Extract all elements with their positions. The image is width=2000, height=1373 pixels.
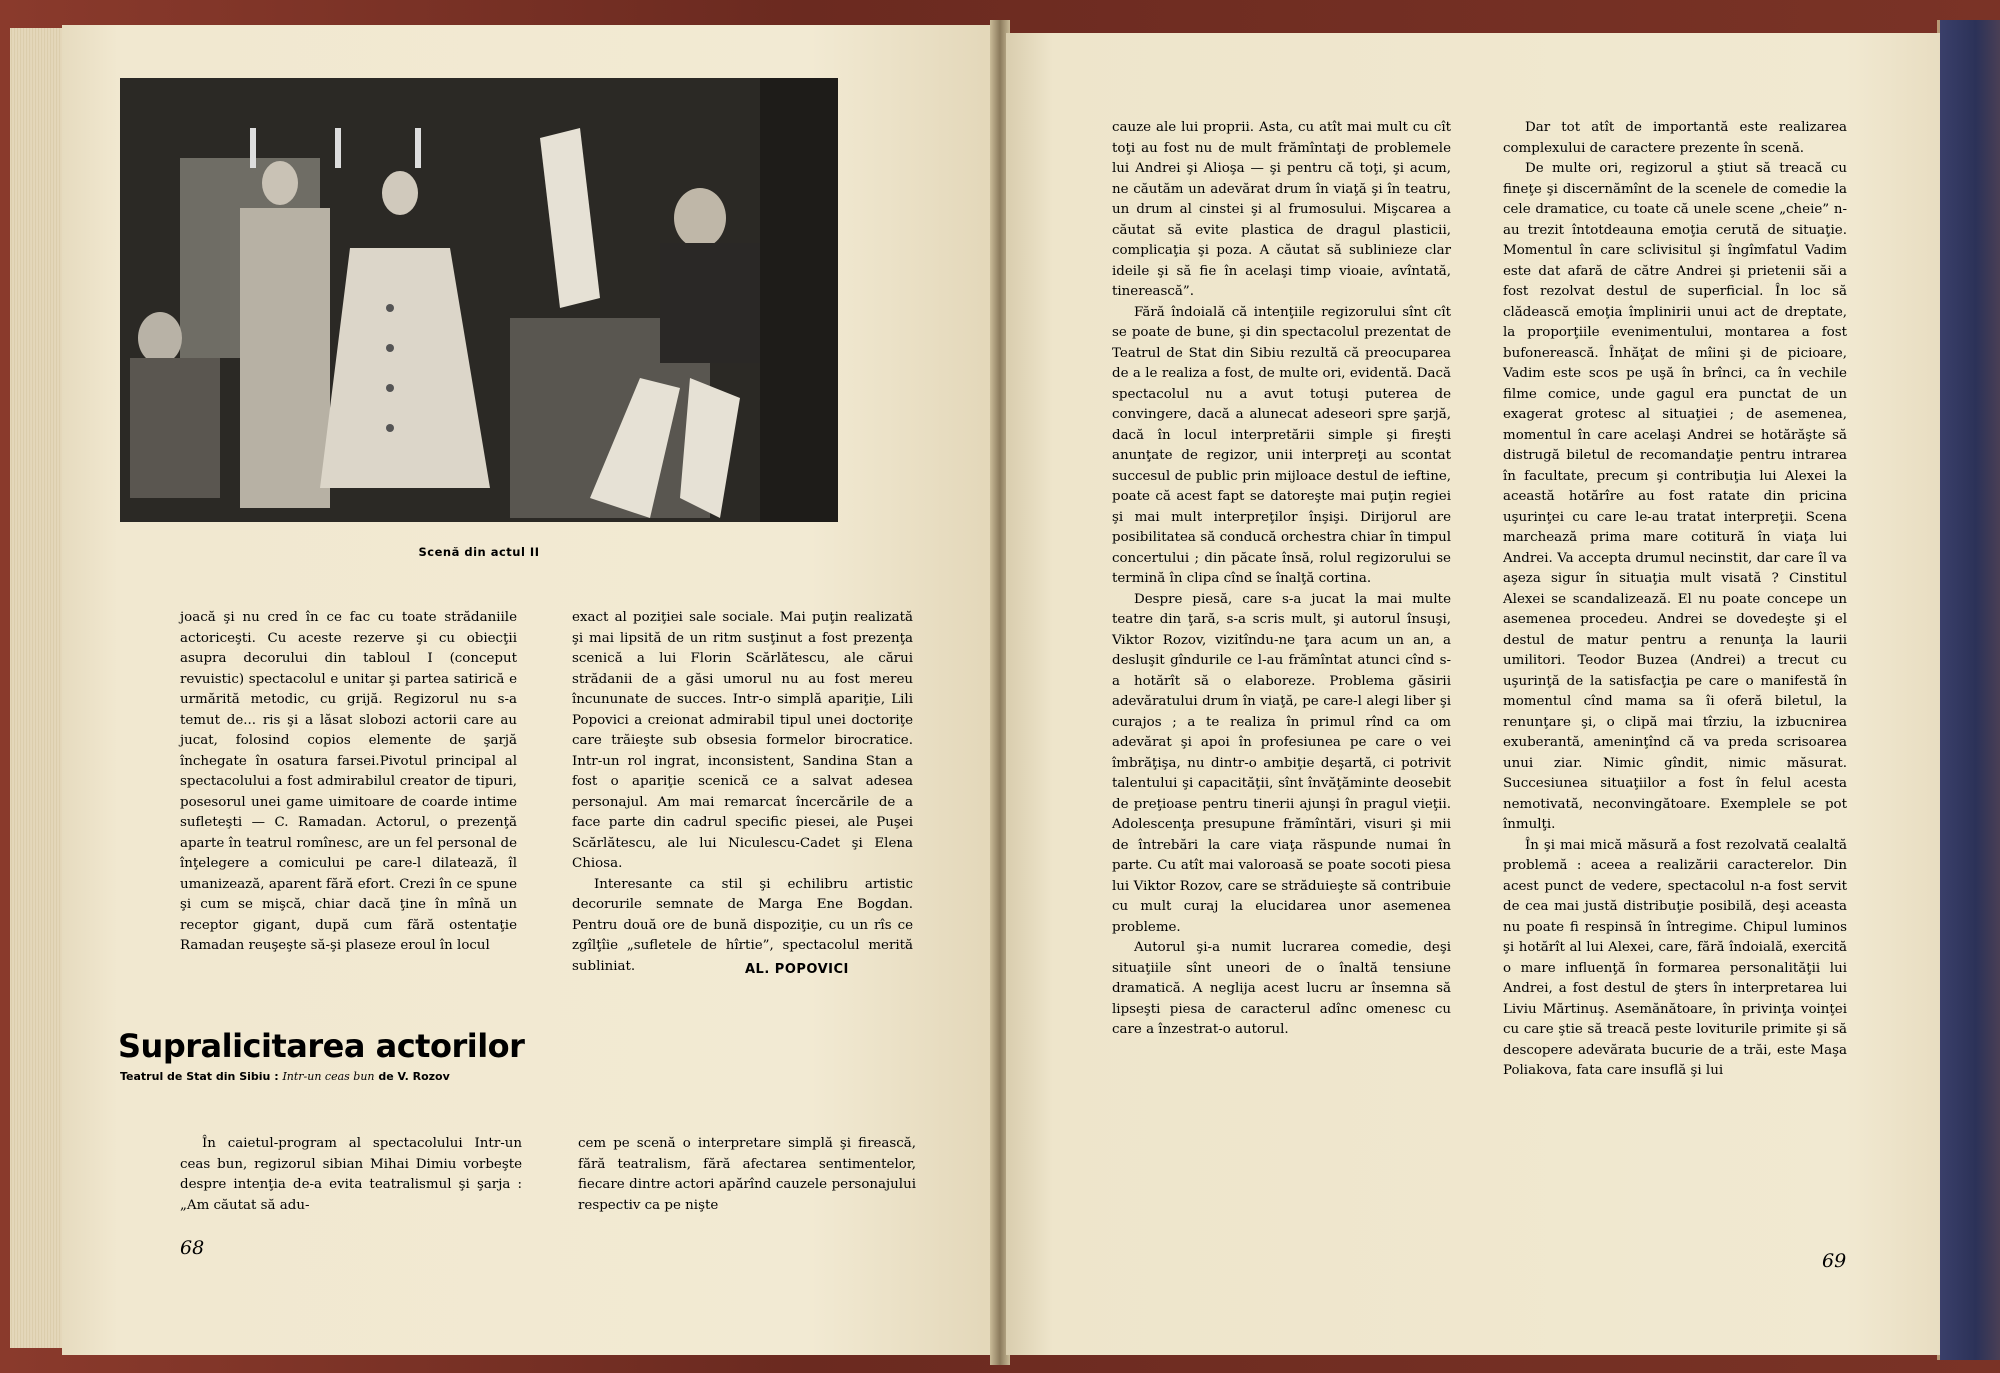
subtitle-play: Intr-un ceas bun <box>282 1070 375 1083</box>
paragraph: Interesante ca stil şi echilibru artistic decorurile semnate de Marga Ene Bogdan. Pentru două ore de bună dispoziţie, cu un rîs ce zgîlţîie „sufletele de hîrtie”, spectacolul merită subliniat. <box>572 876 913 974</box>
paragraph: exact al poziţiei sale sociale. Mai puţin realizată şi mai lipsită de un ritm susţinut a fost prezenţa scenică a lui Florin Scărlătescu, ale cărui strădanii de a găsi umorul nu au fost mereu încununate de succes. Intr-o simplă apariţie, Lili Popovici a creionat admirabil tipul unei doctoriţe care trăieşte sub obsesia formelor birocratice. Intr-un rol ingrat, inconsistent, Sandina Stan a fost o apariţie scenică ce a salvat adesea personajul. Am mai remarcat încercările de a face parte din cadrul specific piesei, ale Puşei Scărlătescu, ale lui Niculescu-Cadet şi Elena Chiosa. <box>572 610 913 871</box>
photo-caption: Scenă din actul II <box>418 545 540 559</box>
page-stack <box>10 28 70 1348</box>
article-subtitle <box>120 1070 450 1083</box>
left-column-1 <box>180 608 517 957</box>
book-cover-edge <box>1937 20 2000 1360</box>
paragraph: De multe ori, regizorul a ştiut să treacă cu fineţe şi discernămînt de la scenele de comedie la cele dramatice, cu toate că unele scene „cheie” n-au trezit întotdeauna emoţia cerută de situaţie. Momentul în care sclivisitul şi îngîmfatul Vadim este dat afară de către Andrei şi prietenii săi a fost rezolvat destul de superficial. În loc să clădească emoţia împlinirii unui act de dreptate, la proporţiile evenimentului, montarea a fost bufonerească. Înhăţat de mîini şi de picioare, Vadim este scos pe uşă în brînci, ca în vechile filme comice, unde gagul era punctat de un exagerat grotesc al situaţiei ; de asemenea, momentul în care acelaşi Andrei se hotărăşte să distrugă biletul de recomandaţie pentru intrarea în facultate, precum şi contribuţia lui Alexei la această hotărîre au fost ratate din pricina uşurinţei cu care le-au tratat interpreţii. Scena marchează prima mare cotitură în viaţa lui Andrei. Va accepta drumul necinstit, dar care îl va aşeza sigur în situaţia mult visată ? Cinstitul Alexei se scandalizează. El nu poate concepe un asemenea procedeu. Andrei se dovedeşte şi el destul de matur pentru a renunţa la laurii umilitori. Teodor Buzea (Andrei) a trecut cu uşurinţă de la satisfacţia pe care o manifestă în momentul cînd mama sa îi oferă biletul, la renunţare şi, o clipă mai tîrziu, la izbucnirea exuberantă, ameninţînd că va preda scrisoarea unui ziar. Nimic gîndit, nimic măsurat. Succesiunea situaţiilor a fost în felul acesta nemotivată, neconvingătoare. Exemplele se pot înmulţi. <box>1503 161 1847 832</box>
paragraph: cauze ale lui proprii. Asta, cu atît mai mult cu cît toţi au fost nu de mult frămîntaţi de problemele lui Andrei şi Alioşa — şi pentru că toţi, şi acum, ne căutăm un adevărat drum în viaţă şi în teatru, un drum al cinstei şi al frumosului. Mişcarea a căutat să evite plastica de dragul plasticii, complicaţia şi poza. A căutat să sublinieze clar ideile şi să fie în acelaşi timp vioaie, avîntată, tinerească”. <box>1112 120 1451 299</box>
paragraph: Autorul şi-a numit lucrarea comedie, deşi situaţiile sînt uneori de o înaltă tensiune dramatică. A neglija acest lucru ar însemna să lipseşti piesa de caracterul adînc omenesc cu care a înzestrat-o autorul. <box>1112 940 1451 1037</box>
article-column-1 <box>180 1134 522 1216</box>
paragraph: Dar tot atît de importantă este realizarea complexului de caractere prezente în scenă. <box>1503 120 1847 156</box>
paragraph: Despre piesă, care s-a jucat la mai multe teatre din ţară, s-a scris mult, şi autorul însuşi, Viktor Rozov, vizitîndu-ne ţara acum un an, a desluşit gîndurile ce l-au frămîntat atunci cînd s-a hotărît să o elaboreze. Problema găsirii adevăratului drum în viaţă, pe care-l alegi liber şi curajos ; a te realiza în primul rînd ca om adevărat şi apoi în profesiunea pe care o vei îmbrăţişa, nu dintr-o ambiţie deşartă, ci potrivit talentului şi capacităţii, sînt învăţăminte deosebit de preţioase pentru tinerii ajunşi în pragul vieţii. Adolescenţa presupune frămîntări, visuri şi mii de întrebări la care viaţa răspunde numai în parte. Cu atît mai valoroasă se poate socoti piesa lui Viktor Rozov, care se străduieşte să contribuie cu mult curaj la elucidarea unor asemenea probleme. <box>1112 591 1451 935</box>
subtitle-theatre: Teatrul de Stat din Sibiu : <box>120 1070 283 1083</box>
article-title: Supralicitarea actorilor <box>118 1027 525 1065</box>
left-column-2 <box>572 608 913 977</box>
paragraph: joacă şi nu cred în ce fac cu toate strădaniile actoriceşti. Cu aceste rezerve şi cu obiecţii asupra decorului din tabloul I (conceput revuistic) spectacolul e unitar şi partea satirică e urmărită metodic, cu grijă. Regizorul nu s-a temut de... ris şi a lăsat slobozi actorii care au jucat, folosind copios elemente de şarjă închegate în osatura farsei.Pivotul principal al spectacolului a fost admirabilul creator de tipuri, posesorul unei game uimitoare de coarde intime sufleteşti — C. Ramadan. Actorul, o prezenţă aparte în teatrul romînesc, are un fel personal de înţelegere a comicului pe care-l dilatează, îl umanizează, aparent fără efort. Crezi în ce spune şi cum se mişcă, chiar dacă ţine în mînă un receptor gigant, după cum fără ostentaţie Ramadan reuşeşte să-şi plaseze eroul în locul <box>180 610 517 953</box>
paragraph: În caietul-program al spectacolului Intr-un ceas bun, regizorul sibian Mihai Dimiu vorbeşte despre intenţia de-a evita teatralismul şi şarja : „Am căutat să adu- <box>180 1136 522 1213</box>
right-column-1 <box>1112 118 1451 1041</box>
paragraph: cem pe scenă o interpretare simplă şi firească, fără teatralism, fără afectarea sentimentelor, fiecare dintre actori apărînd cauzele personajului respectiv ca pe nişte <box>578 1136 916 1213</box>
article-column-2 <box>578 1134 916 1216</box>
page-number-right: 69 <box>1822 1250 1847 1272</box>
subtitle-author: de V. Rozov <box>374 1070 450 1083</box>
stage-photo <box>120 78 838 522</box>
author-signature: AL. POPOVICI <box>745 962 849 977</box>
paragraph: În şi mai mică măsură a fost rezolvată cealaltă problemă : aceea a realizării caracterelor. Din acest punct de vedere, spectacolul n-a fost servit de cea mai justă distribuţie posibilă, deşi aceasta nu poate fi respinsă în întregime. Chipul luminos şi hotărît al lui Alexei, care, fără îndoială, exercită o mare influenţă în formarea personalităţii lui Andrei, a fost destul de şters în interpretarea lui Liviu Mărtinuş. Asemănătoare, în privinţa voinţei cu care ştie să treacă peste loviturile primite şi să descopere adevărata bucurie de a trăi, este Maşa Poliakova, fata care insuflă şi lui <box>1503 837 1847 1078</box>
right-column-2 <box>1503 118 1847 1082</box>
paragraph: Fără îndoială că intenţiile regizorului sînt cît se poate de bune, şi din spectacolul prezentat de Teatrul de Stat din Sibiu rezultă că preocuparea de a le realiza a fost, de multe ori, evidentă. Dacă spectacolul nu a avut totuşi puterea de convingere, dacă a alunecat adeseori spre şarjă, dacă în locul interpretării simple şi fireşti anunţate de regizor, unii interpreţi au scontat succesul de public prin mijloace destul de ieftine, poate că acest fapt se datoreşte mai puţin regiei şi mai mult interpreţilor înşişi. Dirijorul are posibilitatea să conducă orchestra chiar în timpul concertului ; din păcate însă, rolul regizorului se termină în clipa cînd se înalţă cortina. <box>1112 304 1451 586</box>
stage-photo-illustration <box>120 78 838 522</box>
page-number-left: 68 <box>180 1237 205 1259</box>
